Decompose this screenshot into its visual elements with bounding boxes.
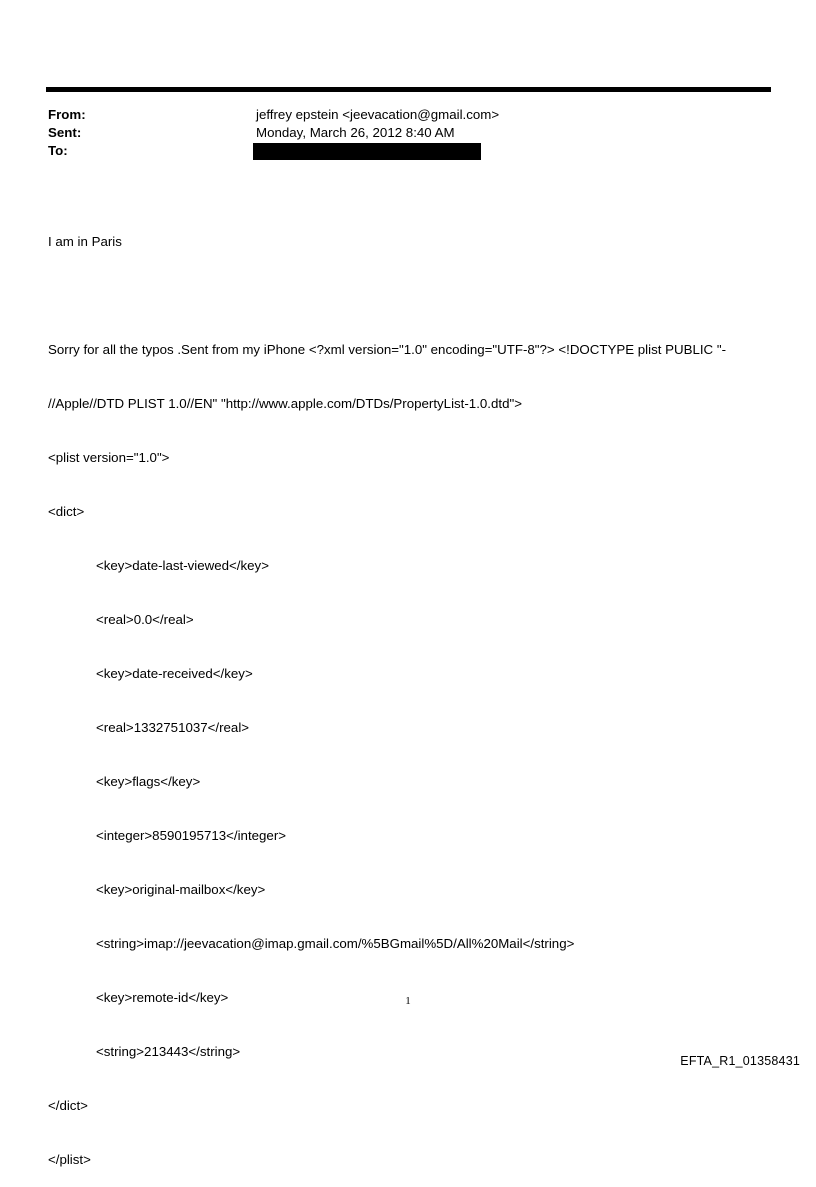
page-number: 1	[405, 995, 411, 1007]
from-value: jeffrey epstein <jeevacation@gmail.com>	[256, 107, 500, 122]
from-row	[48, 106, 768, 124]
sent-label: Sent:	[48, 125, 82, 140]
header-rule	[46, 87, 771, 92]
dict-entry: <real>1332751037</real>	[96, 720, 250, 735]
dict-entry: <string>imap://jeevacation@imap.gmail.com/%5BGmail%5D/All%20Mail</string>	[96, 936, 575, 951]
dict-entry: <integer>8590195713</integer>	[96, 828, 287, 843]
document-id: EFTA_R1_01358431	[680, 1054, 800, 1068]
dict-entry: <string>213443</string>	[96, 1044, 241, 1059]
dict-entry: <key>original-mailbox</key>	[96, 882, 266, 897]
body-line: <dict>	[48, 504, 85, 519]
to-label: To:	[48, 143, 68, 158]
redaction-block	[253, 143, 481, 160]
sent-value: Monday, March 26, 2012 8:40 AM	[256, 125, 455, 140]
blank-line	[48, 287, 748, 305]
body-line: <plist version="1.0">	[48, 450, 170, 465]
from-label: From:	[48, 107, 86, 122]
email-body	[48, 197, 748, 1187]
dict-entry: <key>remote-id</key>	[96, 990, 229, 1005]
closing-line: </plist>	[48, 1152, 91, 1167]
email-header	[48, 106, 768, 160]
dict-entry: <key>date-received</key>	[96, 666, 253, 681]
greeting-line: I am in Paris	[48, 234, 122, 249]
sent-row	[48, 124, 768, 142]
dict-entry: <key>date-last-viewed</key>	[96, 558, 269, 573]
dict-entry: <real>0.0</real>	[96, 612, 194, 627]
closing-line: </dict>	[48, 1098, 88, 1113]
body-line: Sorry for all the typos .Sent from my iPhone <?xml version="1.0" encoding="UTF-8"?> <!DOCTYPE plist PUBLIC "-	[48, 342, 727, 357]
to-row	[48, 142, 768, 160]
dict-entry: <key>flags</key>	[96, 774, 201, 789]
body-line: //Apple//DTD PLIST 1.0//EN" "http://www.apple.com/DTDs/PropertyList-1.0.dtd">	[48, 396, 522, 411]
